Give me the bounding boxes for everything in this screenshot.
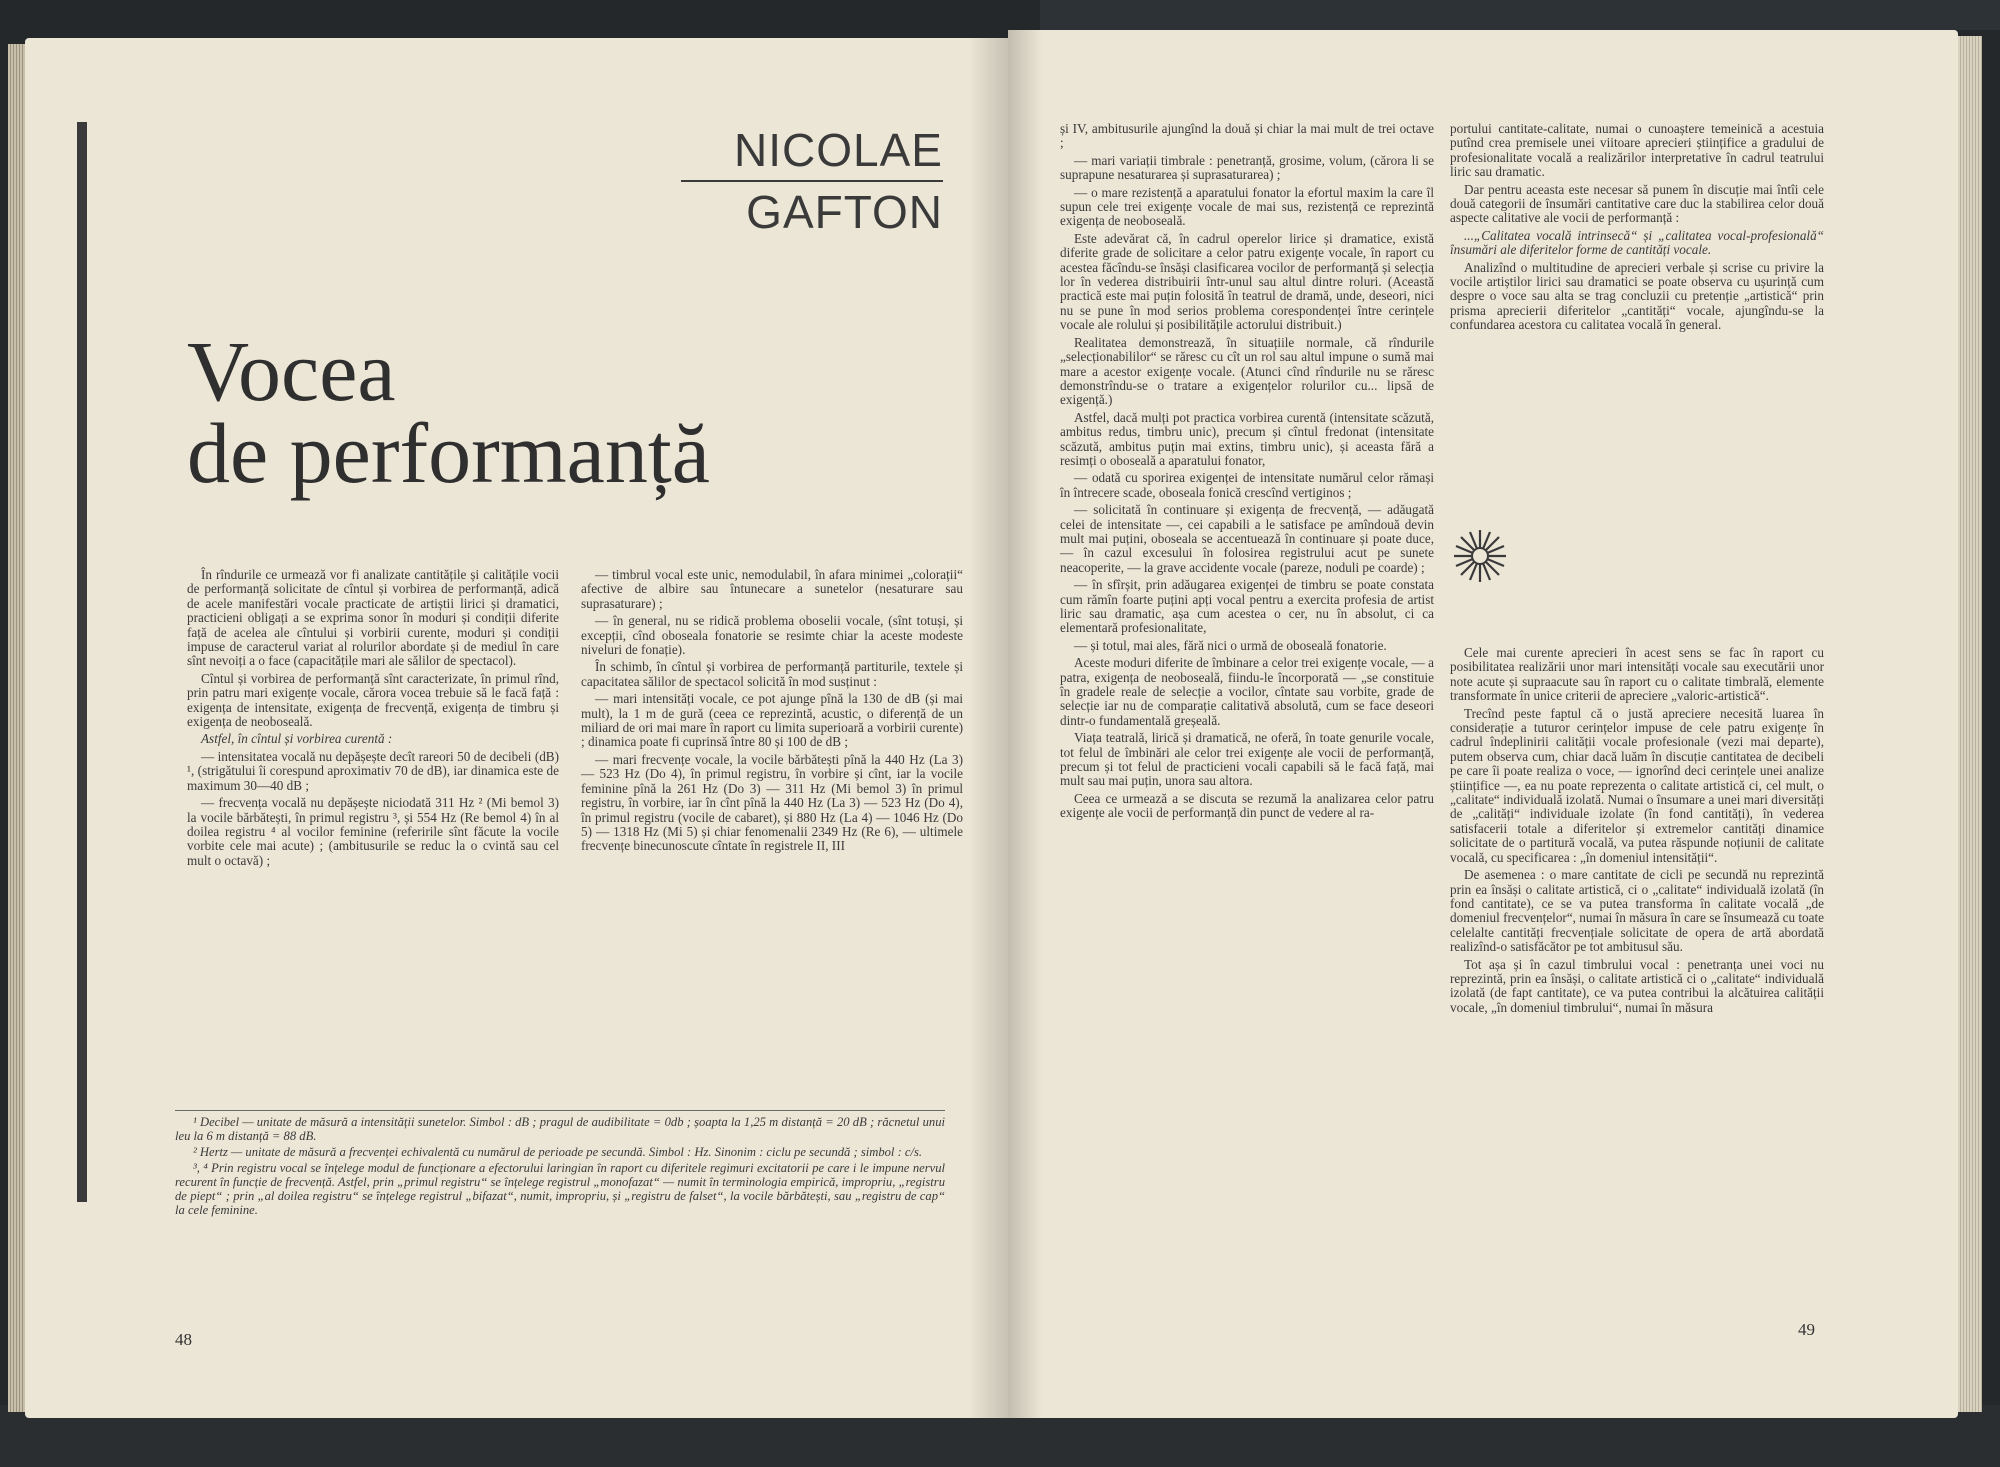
footnote: ² Hertz — unitate de măsură a frecvenței echivalentă cu numărul de perioade pe secundă. Simbol : Hz. Sinonim : ciclu pe secundă ; simbol : c/s.	[193, 1145, 923, 1159]
paragraph: portului cantitate-calitate, numai o cunoaștere temeinică a acestuia putînd crea premisele unei viitoare aprecieri științifice a gradului de profesionalitate vocală a realizărilor interpretative în cadrul teatrului liric sau dramatic.	[1450, 121, 1824, 180]
footnote: ¹ Decibel — unitate de măsură a intensității sunetelor. Simbol : dB ; pragul de audibilitate = 0db ; șoapta la 1,25 m distanță = 20 dB ; răcnetul unui leu la 6 m distanță = 88 dB.	[175, 1115, 945, 1143]
author-first-name: NICOLAE	[734, 124, 943, 176]
paragraph: — frecvența vocală nu depășește niciodată 311 Hz ² (Mi bemol 3) la vocile bărbătești, în primul registru ³, și 554 Hz (Re bemol 4) în al doilea registru ⁴ al vocilor feminine (referirile sînt făcute la vocile vorbite cele mai acute) ; (ambitusurile se reduc la o cvintă sau cel mult o octavă) ;	[187, 795, 559, 868]
paragraph: Cele mai curente aprecieri în acest sens se fac în raport cu posibilitatea realizării unor mari intensități vocale sau executării unor note acute și supraacute sau în raport cu o calitate timbrală, elemente transformate în unice criterii de apreciere „valoric-artistică“.	[1450, 645, 1824, 704]
paragraph: Viața teatrală, lirică și dramatică, ne oferă, în toate genurile vocale, tot felul de îmbinări ale celor trei exigențe ale vocii de performanță, precum și tot felul de practicieni vocali capabili să le facă față, mai mult sau mai puțin, unora sau altora.	[1060, 730, 1434, 789]
page-number: 48	[175, 1330, 192, 1349]
title-line-1: Vocea	[187, 323, 396, 419]
paragraph: — solicitată în continuare și exigența de frecvență, — adăugată celei de intensitate —, cei capabili a le satisface pe amîndouă devin mult mai puțini, oboseala se accentuează în continuare și poate duce, — în cazul excesului în folosirea registrului acut pe sunete neacoperite, — la grave accidente vocale (pareze, noduli pe coarde) ;	[1060, 502, 1434, 575]
paragraph: — mari frecvențe vocale, la vocile bărbătești pînă la 440 Hz (La 3) — 523 Hz (Do 4), în primul registru, în vorbire și cînt, iar la vocile feminine pînă la 261 Hz (Do 3) — 311 Hz (Mi bemol 3) în primul registru, în vorbire, iar în cînt pînă la 440 Hz (La 3) — 523 Hz (Do 4), în primul registru (vocile de cabaret), și 880 Hz (La 4) — 1046 Hz (Do 5) — 1318 Hz (Mi 5) și chiar fenomenalii 2349 Hz (Re 6), — ultimele frecvențe binecunoscute cîntate în registrele II, III	[581, 751, 963, 854]
paragraph: Aceste moduri diferite de îmbinare a celor trei exigențe vocale, — a patra, exigența de neoboseală, fiindu-le încorporată — „se constituie în gradele reale de selecție a vocilor, cîntate sau vorbite, grade de selecție iar nu de comparație calitativă absolută, cum se face deseori dintr-o fundamentală greșeală.	[1060, 655, 1434, 728]
paragraph: Este adevărat că, în cadrul operelor lirice și dramatice, există diferite grade de solicitare a celor patru exigențe vocale, în raport cu acestea făcîndu-se însăși clasificarea vocilor de performanță și selecția lor în vederea distribuirii într-unul sau altul dintre roluri. (Această practică este mai puțin folosită în teatrul de dramă, unde, deseori, nici nu se pune în mod serios problema corespondenței între cerințele vocale ale rolului și posibilitățile actorului distribuit.)	[1060, 230, 1434, 333]
paragraph: — timbrul vocal este unic, nemodulabil, în afara minimei „colorații“ afective de albire sau întunecare a sunetelor (nesaturare sau suprasaturare) ;	[581, 567, 963, 611]
paragraph: Trecînd peste faptul că o justă apreciere necesită luarea în considerație a tuturor cerințelor impuse de cele patru exigențe în cadrul îndeplinirii calității vocale profesionale (vezi mai departe), putem observa cum, chiar dacă luăm în discuție cantitatea de decibeli pe care îi poate realiza o voce, — ignorînd deci cerințele unei analize științifice —, ea nu poate reprezenta o calitate artistică ci, cel mult, o „calitate“ individuală izolată. Numai o însumare a unei mari diversități de „calități“ individuale izolate (în fond cantități), în vederea satisfacerii totale a diferitelor și extremelor cantități dinamice solicitate de o partitură vocală, va putea răspunde noțiunii de calitate vocală, cu specificarea : „în domeniul intensității“.	[1450, 705, 1824, 865]
paragraph: — în general, nu se ridică problema oboselii vocale, (sînt totuși, și excepții, cînd oboseala fonatorie se resimte chiar la aceste modeste niveluri de fonație).	[581, 613, 963, 658]
left-page	[25, 38, 1008, 1418]
paragraph: — intensitatea vocală nu depășește decît rareori 50 de decibeli (dB) ¹, (strigătului îi corespund aproximativ 70 de dB), iar dinamica este de maximum 30—40 dB ;	[187, 748, 559, 793]
paragraph: — în sfîrșit, prin adăugarea exigenței de timbru se poate constata cum rămîn foarte puțini apți vocal pentru a exercita profesia de artist liric sau dramatic, așa cum acestea o cer, nu în absolut, ci ca elementară profesionalitate,	[1060, 577, 1434, 636]
paragraph: — o mare rezistență a aparatului fonator la efortul maxim la care îl supun cele trei exigențe vocale de mai sus, rezistență ce reprezintă exigența de neoboseală.	[1060, 184, 1434, 229]
right-page-edges	[1958, 36, 1982, 1412]
title-line-2: de performanță	[187, 405, 710, 501]
page-number: 49	[1798, 1320, 1815, 1339]
paragraph: Dar pentru aceasta este necesar să punem în discuție mai întîi cele două categorii de însumări cantitative care duc la stabilirea celor două aspecte calitative ale vocii de performanță :	[1450, 181, 1824, 226]
paragraph: Realitatea demonstrează, în situațiile normale, că rîndurile „selecționabililor“ se răresc cu cît un rol sau altul impune o sumă mai mare a acestor exigențe vocale. (Atunci cînd rîndurile nu se răresc demonstrîndu-se o tratare a exigențelor rolurilor cu... lipsă de exigență.)	[1060, 334, 1434, 408]
author-last-name: GAFTON	[746, 186, 943, 238]
footnotes	[175, 1110, 945, 1219]
paragraph: Cîntul și vorbirea de performanță sînt caracterizate, în primul rînd, prin patru mari exigențe vocale, cărora vocea trebuie să le facă față : exigența de intensitate, exigența de frecvență, exigența de timbru și exigența de neoboseală.	[187, 670, 559, 730]
paragraph: — mari intensități vocale, ce pot ajunge pînă la 130 de dB (și mai mult), la 1 m de gură (ceea ce reprezintă, acustic, o diferență de un miliard de ori mai mare în raport cu limita superioară a vorbirii curente) ; dinamica poate fi cuprinsă între 80 și 100 de dB ;	[581, 691, 963, 750]
book-cover-top	[1040, 0, 2000, 30]
paragraph: În schimb, în cîntul și vorbirea de performanță partiturile, textele și capacitatea sălilor de spectacol solicită în mod susținut :	[581, 659, 963, 689]
right-column-2-top	[1450, 122, 1824, 336]
paragraph: — și totul, mai ales, fără nici o urmă de oboseală fonatorie.	[1074, 637, 1387, 653]
left-column-1	[187, 568, 559, 871]
left-page-edges	[8, 44, 25, 1412]
paragraph: și IV, ambitusurile ajungînd la două și chiar la mai mult de trei octave ;	[1060, 121, 1434, 151]
paragraph: Astfel, în cîntul și vorbirea curentă :	[201, 731, 393, 747]
right-page	[1008, 30, 1958, 1418]
paragraph: Astfel, dacă mulți pot practica vorbirea curentă (intensitate scăzută, ambitus redus, timbru unic), precum și cîntul fredonat (intensitate scăzută, ambitus puțin mai extins, timbru unic), și aceasta fără a resimți o oboseală a aparatului fonator,	[1060, 409, 1434, 468]
right-column-2-bottom	[1450, 646, 1824, 1018]
author-name	[681, 126, 943, 236]
article-title	[187, 323, 710, 501]
left-margin-bar	[77, 122, 87, 1202]
sun-ornament	[1452, 528, 1508, 584]
author-divider	[681, 180, 943, 182]
paragraph: — mari variații timbrale : penetranță, grosime, volum, (cărora li se suprapune nesaturarea și suprasaturarea) ;	[1060, 152, 1434, 183]
paragraph: Tot așa și în cazul timbrului vocal : penetranța unei voci nu reprezintă, prin ea însăși, o calitate artistică ci o „calitate“ individuală izolată (de fapt cantitate), ce va putea contribui la alcătuirea calității vocale, „în domeniul timbrului“, numai în măsura	[1450, 956, 1824, 1015]
paragraph: — odată cu sporirea exigenței de intensitate numărul celor rămași în întrecere scade, oboseala fonică crescînd vertiginos ;	[1060, 470, 1434, 500]
paragraph: De asemenea : o mare cantitate de cicli pe secundă nu reprezintă prin ea însăși o calitate artistică, ci o „calitate“ individuală izolată (în fond cantitate), ce se va putea transforma în calitate vocală „de domeniul frecvențelor“, numai în măsura în care se însumează cu toate celelalte cantități frecvențiale solicitate de opera de artă abordată realizînd-o satisfăcător pe tot ambitusul său.	[1450, 867, 1824, 955]
footnote: ³, ⁴ Prin registru vocal se înțelege modul de funcționare a efectorului laringian în raport cu diferitele regimuri excitatorii pe care i le impune nervul recurent în funcție de frecvență. Astfel, prin „primul registru“ se înțelege registrul „monofazat“ — numit în terminologia empirică, impropriu, „registru de piept“ ; prin „al doilea registru“ se înțelege registrul „bifazat“, numit, impropriu, și „registru de falset“, la vocile bărbătești, sau „registru de cap“ la cele feminine.	[175, 1161, 945, 1217]
paragraph: ...„Calitatea vocală intrinsecă“ și „calitatea vocal-profesională“ însumări ale diferitelor forme de cantități vocale.	[1450, 227, 1824, 258]
left-column-2	[581, 568, 963, 857]
paragraph: În rîndurile ce urmează vor fi analizate cantitățile și calitățile vocii de performanță solicitate de cîntul și vorbirea de performanță, adică de acele manifestări vocale practicate de artiștii lirici și dramatici, practicieni obligați a se exprima sonor în moduri și condiții diferite față de acelea ale cîntului și vorbirii curente, moduri și condiții impuse de caracterul variat al rolurilor abordate și de mediul în care sînt nevoiți a o face (capacitățile mari ale sălilor de spectacol).	[187, 567, 559, 669]
paragraph: Analizînd o multitudine de aprecieri verbale și scrise cu privire la vocile artiștilor lirici sau dramatici se poate observa cu ușurință cum despre o voce sau alta se trag concluzii cu pretenție „artistică“ prin prisma aprecierii diferitelor „cantități“ vocale, ajungîndu-se la confundarea acestora cu calitatea vocală în general.	[1450, 259, 1824, 333]
right-column-1	[1060, 122, 1434, 824]
paragraph: Ceea ce urmează a se discuta se rezumă la analizarea celor patru exigențe ale vocii de performanță din punct de vedere al ra-	[1060, 790, 1434, 821]
